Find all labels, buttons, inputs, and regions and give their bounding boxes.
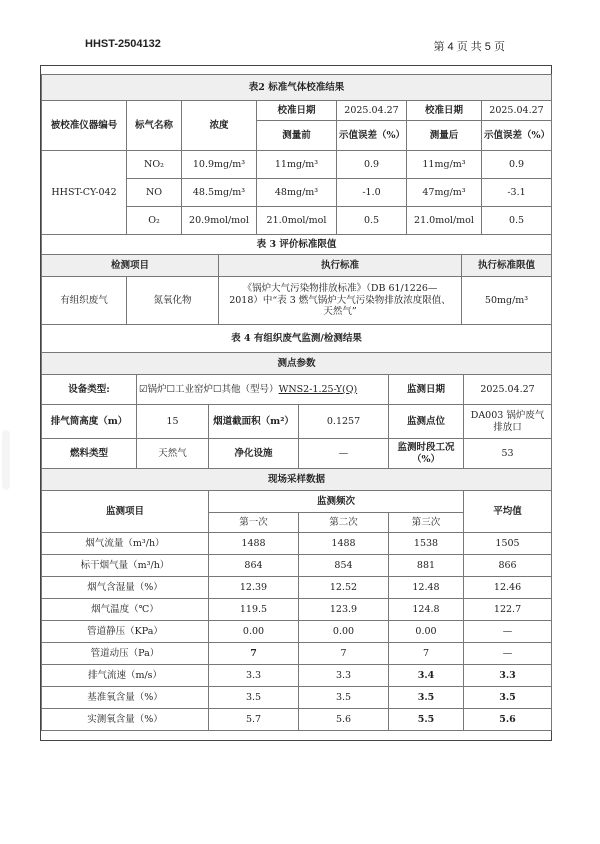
table2-col-gas: 标气名称: [127, 101, 182, 151]
equip-cell: [137, 375, 389, 405]
cell: 5.6: [464, 709, 552, 731]
cell: O₂: [127, 207, 182, 235]
cell: 12.52: [299, 577, 389, 599]
area-value: 0.1257: [299, 405, 389, 439]
equip-value: ☑锅炉☐工业窑炉☐其他（型号）: [139, 383, 279, 395]
table4-params-title: 测点参数: [42, 353, 552, 375]
cell: —: [464, 621, 552, 643]
cell: 管道动压（Pa）: [42, 643, 209, 665]
cell: 3.4: [389, 665, 464, 687]
table3-col-standard: 执行标准: [219, 255, 462, 277]
cell: 基准氧含量（%）: [42, 687, 209, 709]
cell: -3.1: [482, 179, 552, 207]
cell: 管道静压（KPa）: [42, 621, 209, 643]
load-label: 监测时段工况（%）: [389, 439, 464, 469]
table-row: [42, 709, 552, 731]
cell: 123.9: [299, 599, 389, 621]
table-row: [42, 599, 552, 621]
monitoring-table: [41, 324, 552, 731]
cell: 3.3: [209, 665, 299, 687]
table-row: [42, 405, 552, 439]
cell: 排气流速（m/s）: [42, 665, 209, 687]
table2-title: 表2 标准气体校准结果: [42, 75, 552, 101]
equip-label: 设备类型:: [42, 375, 137, 405]
table3-standard: 《锅炉大气污染物排放标准》（DB 61/1226—2018）中“表 3 燃气锅炉大气污染物排放浓度限值、天然气”: [219, 277, 462, 325]
table2-device: HHST-CY-042: [42, 151, 127, 235]
table-row: [42, 665, 552, 687]
cell: 5.7: [209, 709, 299, 731]
field-col-freq: 监测频次: [209, 491, 464, 513]
cell: 10.9mg/m³: [182, 151, 257, 179]
cell: 3.5: [464, 687, 552, 709]
table-row: [42, 621, 552, 643]
area-label: 烟道截面积（m²）: [209, 405, 299, 439]
document-number: HHST-2504132: [85, 38, 161, 50]
cell: 21.0mol/mol: [407, 207, 482, 235]
cell: 119.5: [209, 599, 299, 621]
cell: 0.00: [299, 621, 389, 643]
table-row: [42, 643, 552, 665]
cell: 864: [209, 555, 299, 577]
field-data-title: 现场采样数据: [42, 469, 552, 491]
table2-after: 测量后: [407, 121, 482, 151]
cell: 866: [464, 555, 552, 577]
table2-col-device: 被校准仪器编号: [42, 101, 127, 151]
cell: 3.5: [389, 687, 464, 709]
cell: 7: [389, 643, 464, 665]
cell: 881: [389, 555, 464, 577]
cell: 21.0mol/mol: [257, 207, 337, 235]
cell: 11mg/m³: [407, 151, 482, 179]
cell: 122.7: [464, 599, 552, 621]
cell: 0.5: [482, 207, 552, 235]
load-value: 53: [464, 439, 552, 469]
cell: NO: [127, 179, 182, 207]
field-col-avg: 平均值: [464, 491, 552, 533]
equip-model: WNS2-1.25-Y(Q): [278, 383, 358, 395]
cell: 3.3: [299, 665, 389, 687]
table2-cal-date-2: 2025.04.27: [482, 101, 552, 121]
cell: 7: [299, 643, 389, 665]
table-row: [42, 577, 552, 599]
cell: 12.48: [389, 577, 464, 599]
cell: 11mg/m³: [257, 151, 337, 179]
cell: 5.6: [299, 709, 389, 731]
cell: 0.9: [482, 151, 552, 179]
table2-cal-date-label-2: 校准日期: [407, 101, 482, 121]
table3-category: 有组织废气: [42, 277, 127, 325]
scan-smudge: [2, 430, 10, 490]
table3-col-limit: 执行标准限值: [462, 255, 552, 277]
cell: 5.5: [389, 709, 464, 731]
cell: 48mg/m³: [257, 179, 337, 207]
stack-height-value: 15: [137, 405, 209, 439]
table4-title: 表 4 有组织废气监测/检测结果: [42, 325, 552, 353]
cell: 854: [299, 555, 389, 577]
field-col-item: 监测项目: [42, 491, 209, 533]
purify-label: 净化设施: [209, 439, 299, 469]
fuel-value: 天然气: [137, 439, 209, 469]
cell: 1488: [299, 533, 389, 555]
table2-cal-date-label: 校准日期: [257, 101, 337, 121]
table3-limit: 50mg/m³: [462, 277, 552, 325]
cell: 0.9: [337, 151, 407, 179]
table-row: [42, 555, 552, 577]
purify-value: —: [299, 439, 389, 469]
table2-col-conc: 浓度: [182, 101, 257, 151]
table-row: [42, 439, 552, 469]
cell: 烟气温度（℃）: [42, 599, 209, 621]
table-row: [42, 277, 552, 325]
cell: 1488: [209, 533, 299, 555]
field-col-3: 第三次: [389, 513, 464, 533]
date-value: 2025.04.27: [464, 375, 552, 405]
cell: 3.5: [299, 687, 389, 709]
table-row: [42, 151, 552, 179]
cell: 3.5: [209, 687, 299, 709]
cell: NO₂: [127, 151, 182, 179]
field-col-1: 第一次: [209, 513, 299, 533]
cell: -1.0: [337, 179, 407, 207]
cell: 烟气含湿量（%）: [42, 577, 209, 599]
cell: 实测氧含量（%）: [42, 709, 209, 731]
field-col-2: 第二次: [299, 513, 389, 533]
cell: 7: [209, 643, 299, 665]
cell: 47mg/m³: [407, 179, 482, 207]
table3-col-item: 检测项目: [42, 255, 219, 277]
table-row: [42, 375, 552, 405]
table2-error-2: 示值误差（%）: [482, 121, 552, 151]
table3-title: 表 3 评价标准限值: [42, 235, 552, 255]
fuel-label: 燃料类型: [42, 439, 137, 469]
cell: 124.8: [389, 599, 464, 621]
table2-cal-date-1: 2025.04.27: [337, 101, 407, 121]
cell: 1538: [389, 533, 464, 555]
cell: 标干烟气量（m³/h）: [42, 555, 209, 577]
table3-item: 氮氧化物: [127, 277, 219, 325]
cell: 0.00: [389, 621, 464, 643]
stack-height-label: 排气筒高度（m）: [42, 405, 137, 439]
cell: 0.5: [337, 207, 407, 235]
standard-limit-table: [41, 234, 552, 325]
cell: —: [464, 643, 552, 665]
cell: 3.3: [464, 665, 552, 687]
table-row: [42, 533, 552, 555]
cell: 0.00: [209, 621, 299, 643]
cell: 20.9mol/mol: [182, 207, 257, 235]
table2-error-1: 示值误差（%）: [337, 121, 407, 151]
date-label: 监测日期: [389, 375, 464, 405]
table2-before: 测量前: [257, 121, 337, 151]
table-row: [42, 687, 552, 709]
point-value: DA003 锅炉废气排放口: [464, 405, 552, 439]
cell: 1505: [464, 533, 552, 555]
cell: 烟气流量（m³/h）: [42, 533, 209, 555]
cell: 12.39: [209, 577, 299, 599]
point-label: 监测点位: [389, 405, 464, 439]
page-number: 第 4 页 共 5 页: [433, 41, 505, 53]
cell: 12.46: [464, 577, 552, 599]
calibration-table: [41, 74, 552, 235]
cell: 48.5mg/m³: [182, 179, 257, 207]
